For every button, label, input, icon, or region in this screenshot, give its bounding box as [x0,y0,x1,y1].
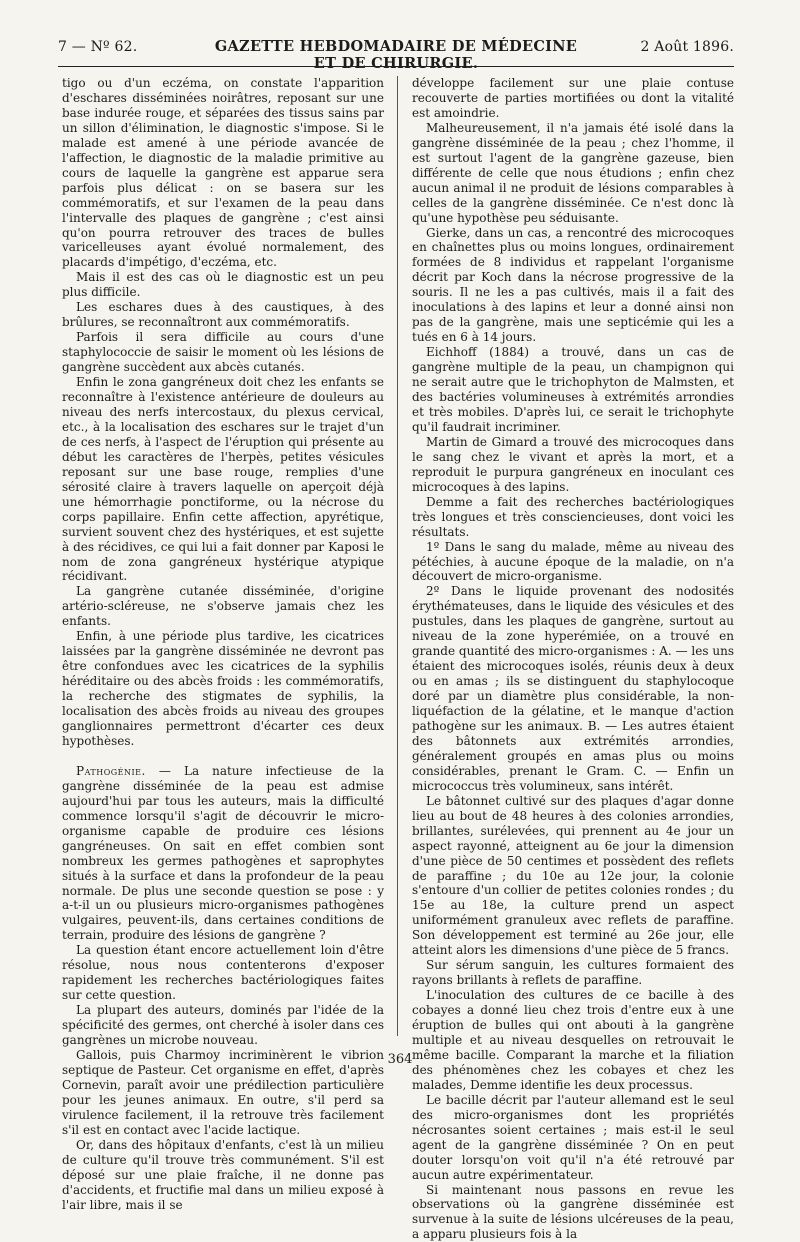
paragraph: Les eschares dues à des caustiques, à des brûlures, se reconnaîtront aux commémoratifs. [62,300,384,330]
running-header [58,38,734,72]
paragraph: Le bâtonnet cultivé sur des plaques d'agar donne lieu au bout de 48 heures à des colonies arrondies, brillantes, surélevées, qui prennent au 4e jour un aspect rayonné, atteignent au 6e jour la dimension d'une pièce de 50 centimes et possèdent des reflets de paraffine ; du 10e au 12e jour, la colonie s'entoure d'un collier de petites colonies rondes ; du 15e au 18e, la culture prend un aspect uniformément granuleux avec reflets de paraffine. Son développement est terminé au 26e jour, elle atteint alors les dimensions d'une pièce de 5 francs. [412,793,734,958]
paragraph: 1º Dans le sang du malade, même au niveau des pétéchies, à aucune époque de la maladie, on n'a découvert de micro-organisme. [412,539,734,584]
issue-number: 7 — Nº 62. [58,39,138,55]
paragraph: Enfin, à une période plus tardive, les cicatrices laissées par la gangrène disséminée ne devront pas être confondues avec les cicatrices de la syphilis héréditaire ou des abcès froids : les commémoratifs, la recherche des stigmates de syphilis, la localisation des abcès froids au niveau des groupes ganglionnaires permettront d'écarter ces deux hypothèses. [62,629,384,748]
right-column [412,76,734,1242]
paragraph: Si maintenant nous passons en revue les observations où la gangrène disséminée est survenue à la suite de lésions ulcéreuses de la peau, a apparu plusieurs fois à la [412,1182,734,1242]
section-paragraph [62,764,384,943]
paragraph: Mais il est des cas où le diagnostic est un peu plus difficile. [62,270,384,300]
paragraph: Enfin le zona gangréneux doit chez les enfants se reconnaître à l'existence antérieure de douleurs au niveau des nerfs intercostaux, du plexus cervical, etc., à la localisation des eschares sur le trajet d'un de ces nerfs, à l'aspect de l'éruption qui présente au début les caractères de l'herpès, petites vésicules reposant sur une base rouge, remplies d'une sérosité claire à travers laquelle on aperçoit déjà une hémorrhagie ponctiforme, ou la nécrose du corps papillaire. Enfin cette affection, apyrétique, survient souvent chez des hystériques, et est sujette à des récidives, ce qui lui a fait donner par Kaposi le nom de zona gangréneux hystérique atypique récidivant. [62,375,384,584]
left-column [62,76,384,1212]
paragraph: Or, dans des hôpitaux d'enfants, c'est là un milieu de culture qu'il trouve très communément. S'il est déposé sur une plaie fraîche, il ne donne pas d'accidents, et fructifie mal dans un milieu exposé à l'air libre, mais il se [62,1137,384,1212]
section-text: — La nature infectieuse de la gangrène disséminée de la peau est admise aujourd'hui par tous les auteurs, mais la difficulté commence lorsqu'il s'agit de découvrir le micro-organisme capable de produire ces lésions gangréneuses. On sait en effet combien sont nombreux les germes pathogènes et saprophytes situés à la surface et dans la profondeur de la peau normale. De plus une seconde question se pose : y a-t-il un ou plusieurs micro-organismes pathogènes vulgaires, peuvent-ils, dans certaines conditions de terrain, produire des lésions de gangrène ? [62,763,384,943]
paragraph: Gallois, puis Charmoy incriminèrent le vibrion septique de Pasteur. Cet organisme en effet, d'après Cornevin, paraît avoir une prédilection particulière pour les jeunes animaux. En outre, s'il perd sa virulence facilement, il la retrouve très facilement s'il est en contact avec l'acide lactique. [62,1048,384,1137]
paragraph: tigo ou d'un eczéma, on constate l'apparition d'eschares disséminées noirâtres, reposant sur une base indurée rouge, et séparées des tissus sains par un sillon d'élimination, le diagnostic s'impose. Si le malade est amené à une période avancée de l'affection, le diagnostic de la maladie primitive au cours de laquelle la gangrène est apparue sera parfois plus délicat : on se basera sur les commémoratifs, et sur l'examen de la peau dans l'intervalle des plaques de gangrène ; c'est ainsi qu'on pourra retrouver des traces de bulles varicelleuses ayant évolué normalement, des placards d'impétigo, d'eczéma, etc. [62,76,384,270]
paragraph: Parfois il sera difficile au cours d'une staphylococcie de saisir le moment où les lésions de gangrène succèdent aux abcès cutanés. [62,330,384,375]
paragraph: Malheureusement, il n'a jamais été isolé dans la gangrène disséminée de la peau ; chez l'homme, il est surtout l'agent de la gangrène gazeuse, bien différente de celle que nous étudions ; enfin chez aucun animal il ne produit de lésions comparables à celles de la gangrène disséminée. Ce n'est donc là qu'une hypothèse peu séduisante. [412,120,734,225]
page-number: 364 [387,1052,413,1067]
paragraph: Demme a fait des recherches bactériologiques très longues et très consciencieuses, dont voici les résultats. [412,494,734,539]
paragraph: Gierke, dans un cas, a rencontré des microcoques en chaînettes plus ou moins longues, ordinairement formées de 8 individus et rappelant l'organisme décrit par Koch dans la nécrose progressive de la souris. Il ne les a pas cultivés, mais il a fait des inoculations à des lapins et leur a donné ainsi non pas de la gangrène, mais une septicémie qui les a tués en 6 à 14 jours. [412,225,734,345]
column-rule [397,76,398,1036]
paragraph: La plupart des auteurs, dominés par l'idée de la spécificité des germes, ont cherché à isoler dans ces gangrènes un microbe nouveau. [62,1003,384,1048]
paragraph: La gangrène cutanée disséminée, d'origine artério-scléreuse, ne s'observe jamais chez les enfants. [62,584,384,629]
paragraph: Sur sérum sanguin, les cultures formaient des rayons brillants à reflets de paraffine. [412,958,734,988]
issue-date: 2 Août 1896. [640,39,734,55]
section-heading: Pathogénie. [76,763,146,778]
header-rule [58,66,734,67]
paragraph: Le bacille décrit par l'auteur allemand est le seul des micro-organismes dont les propriétés nécrosantes soient certaines ; mais est-il le seul agent de la gangrène disséminée ? On en peut douter lorsqu'on voit qu'il n'a été retrouvé par aucun autre expérimentateur. [412,1092,734,1182]
paragraph: Eichhoff (1884) a trouvé, dans un cas de gangrène multiple de la peau, un champignon qui ne serait autre que le trichophyton de Malmsten, et des bactéries volumineuses à extrémités arrondies et très mobiles. D'après lui, ce serait le trichophyte qu'il faudrait incriminer. [412,345,734,434]
paragraph: La question étant encore actuellement loin d'être résolue, nous nous contenterons d'exposer rapidement les recherches bactériologiques faites sur cette question. [62,943,384,1003]
paragraph: 2º Dans le liquide provenant des nodosités érythémateuses, dans le liquide des vésicules et des pustules, dans les plaques de gangrène, surtout au niveau de la zone hyperémiée, on a trouvé en grande quantité des micro-organismes : A. — les uns étaient des microcoques isolés, réunis deux à deux ou en amas ; ils se distinguent du staphylocoque doré par un diamètre plus considérable, la non-liquéfaction de la gélatine, et le manque d'action pathogène sur les animaux. B. — Les autres étaient des bâtonnets aux extrémités arrondies, généralement groupés en amas plus ou moins considérables, prenant le Gram. C. — Enfin un micrococcus très volumineux, sans intérêt. [412,584,734,793]
paragraph: développe facilement sur une plaie contuse recouverte de parties mortifiées ou dont la vitalité est amoindrie. [412,76,734,120]
journal-title: GAZETTE HEBDOMADAIRE DE MÉDECINE ET DE CHIRURGIE. [214,38,578,72]
paragraph: Martin de Gimard a trouvé des microcoques dans le sang chez le vivant et après la mort, et a reproduit le purpura gangréneux en inoculant ces microcoques à des lapins. [412,434,734,494]
paragraph: L'inoculation des cultures de ce bacille à des cobayes a donné lieu chez trois d'entre eux à une éruption de bulles qui ont abouti à la gangrène multiple et au niveau desquelles on retrouvait le même bacille. Comparant la marche et la filiation des phénomènes chez les cobayes et chez les malades, Demme identifie les deux processus. [412,988,734,1092]
